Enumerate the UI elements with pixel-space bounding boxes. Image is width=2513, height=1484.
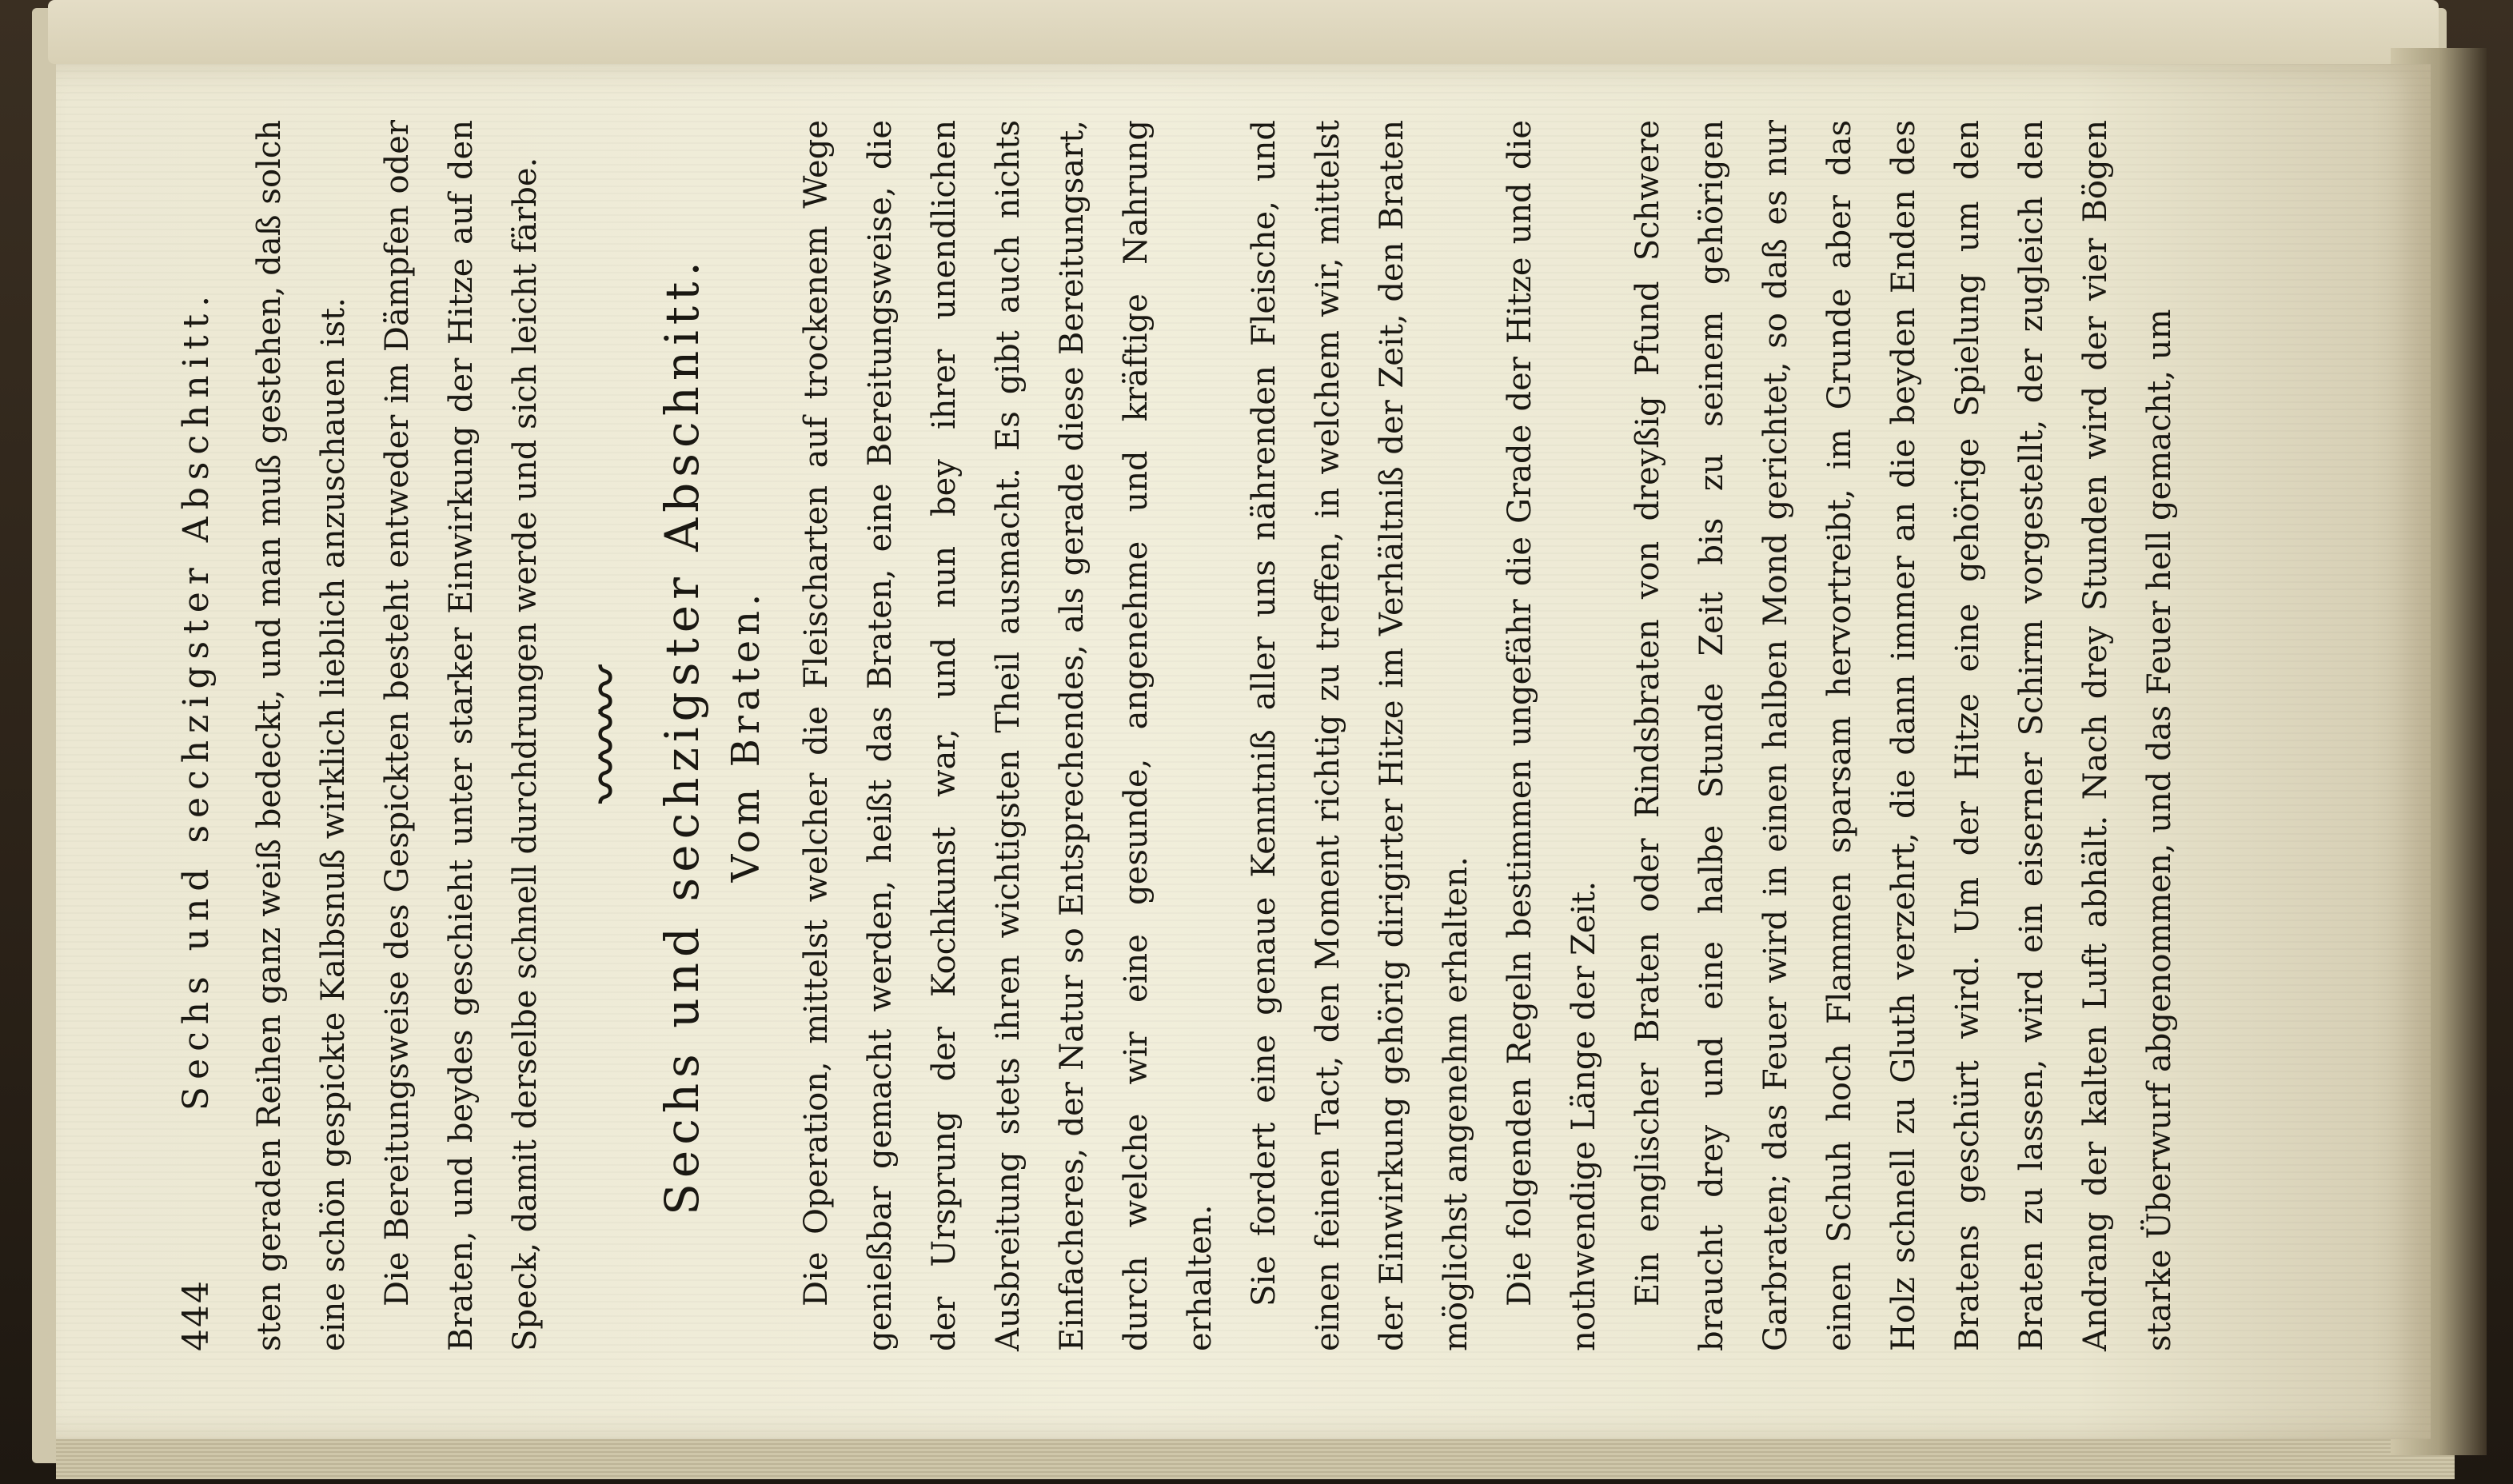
decorative-divider: 〰〰〰 <box>580 668 636 803</box>
running-head: Sechs und sechzigster Abschnitt. <box>176 288 217 1111</box>
paragraph-kenntniss: Sie fordert eine genaue Kenntniß aller uns nährenden Fleische, und einen feinen Tact, den Moment richtig zu treffen, in welchem wir, mittelst der Einwirkung gehörig dirigirter Hitze im Verhältniß der Zeit, den Braten möglichst angenehm erhalten. <box>1246 120 1474 1351</box>
chapter-subtitle: Vom Braten. <box>724 588 768 883</box>
page-top-edge <box>48 0 2439 64</box>
page-number: 444 <box>176 1279 217 1351</box>
page-text-block <box>56 64 2431 1439</box>
paragraph-regeln: Die folgenden Regeln bestimmen ungefähr die Grade der Hitze und die nothwendige Länge der Zeit. <box>1502 120 1602 1351</box>
book-page <box>56 64 2431 1439</box>
page-header <box>176 120 217 1351</box>
paragraph-continuation: sten geraden Reihen ganz weiß bedeckt, und man muß gestehen, daß solch eine schön gespickte Kalbsnuß wirklich lieblich anzuschauen ist. <box>251 120 352 1351</box>
chapter-title: Sechs und sechzigster Abschnitt. <box>655 256 709 1215</box>
paragraph-gespicktes: Die Bereitungsweise des Gespickten besteht entweder im Dämpfen oder Braten, und beydes geschieht unter starker Einwirkung der Hitze auf den Speck, damit derselbe schnell durchdrungen werde und sich leicht färbe. <box>379 120 544 1351</box>
paragraph-englischer-braten: Ein englischer Braten oder Rindsbraten von dreyßig Pfund Schwere braucht drey und eine halbe Stunde Zeit bis zu seinem gehörigen Garbraten; das Feuer wird in einen halben Mond gerichtet, so daß es nur einen Schuh hoch Flammen sparsam hervortreibt, im Grunde aber das Holz schnell zu Gluth verzehrt, die dann immer an die beyden Enden des Bratens geschürt wird. Um der Hitze eine gehörige Spielung um den Braten zu lassen, wird ein eiserner Schirm vorgestellt, der zugleich den Andrang der kalten Luft abhält. Nach drey Stunden wird der vier Bögen starke Überwurf abgenommen, und das Feuer hell gemacht, um <box>1629 120 2178 1351</box>
paragraph-operation: Die Operation, mittelst welcher die Fleischarten auf trockenem Wege genießbar gemacht werden, heißt das Braten, eine Bereitungsweise, die der Ursprung der Kochkunst war, und nun bey ihrer unendlichen Ausbreitung stets ihren wichtigsten Theil ausmacht. Es gibt auch nichts Einfacheres, der Natur so Entsprechendes, als gerade diese Bereitungsart, durch welche wir eine gesunde, angenehme und kräftige Nahrung erhalten. <box>798 120 1219 1351</box>
